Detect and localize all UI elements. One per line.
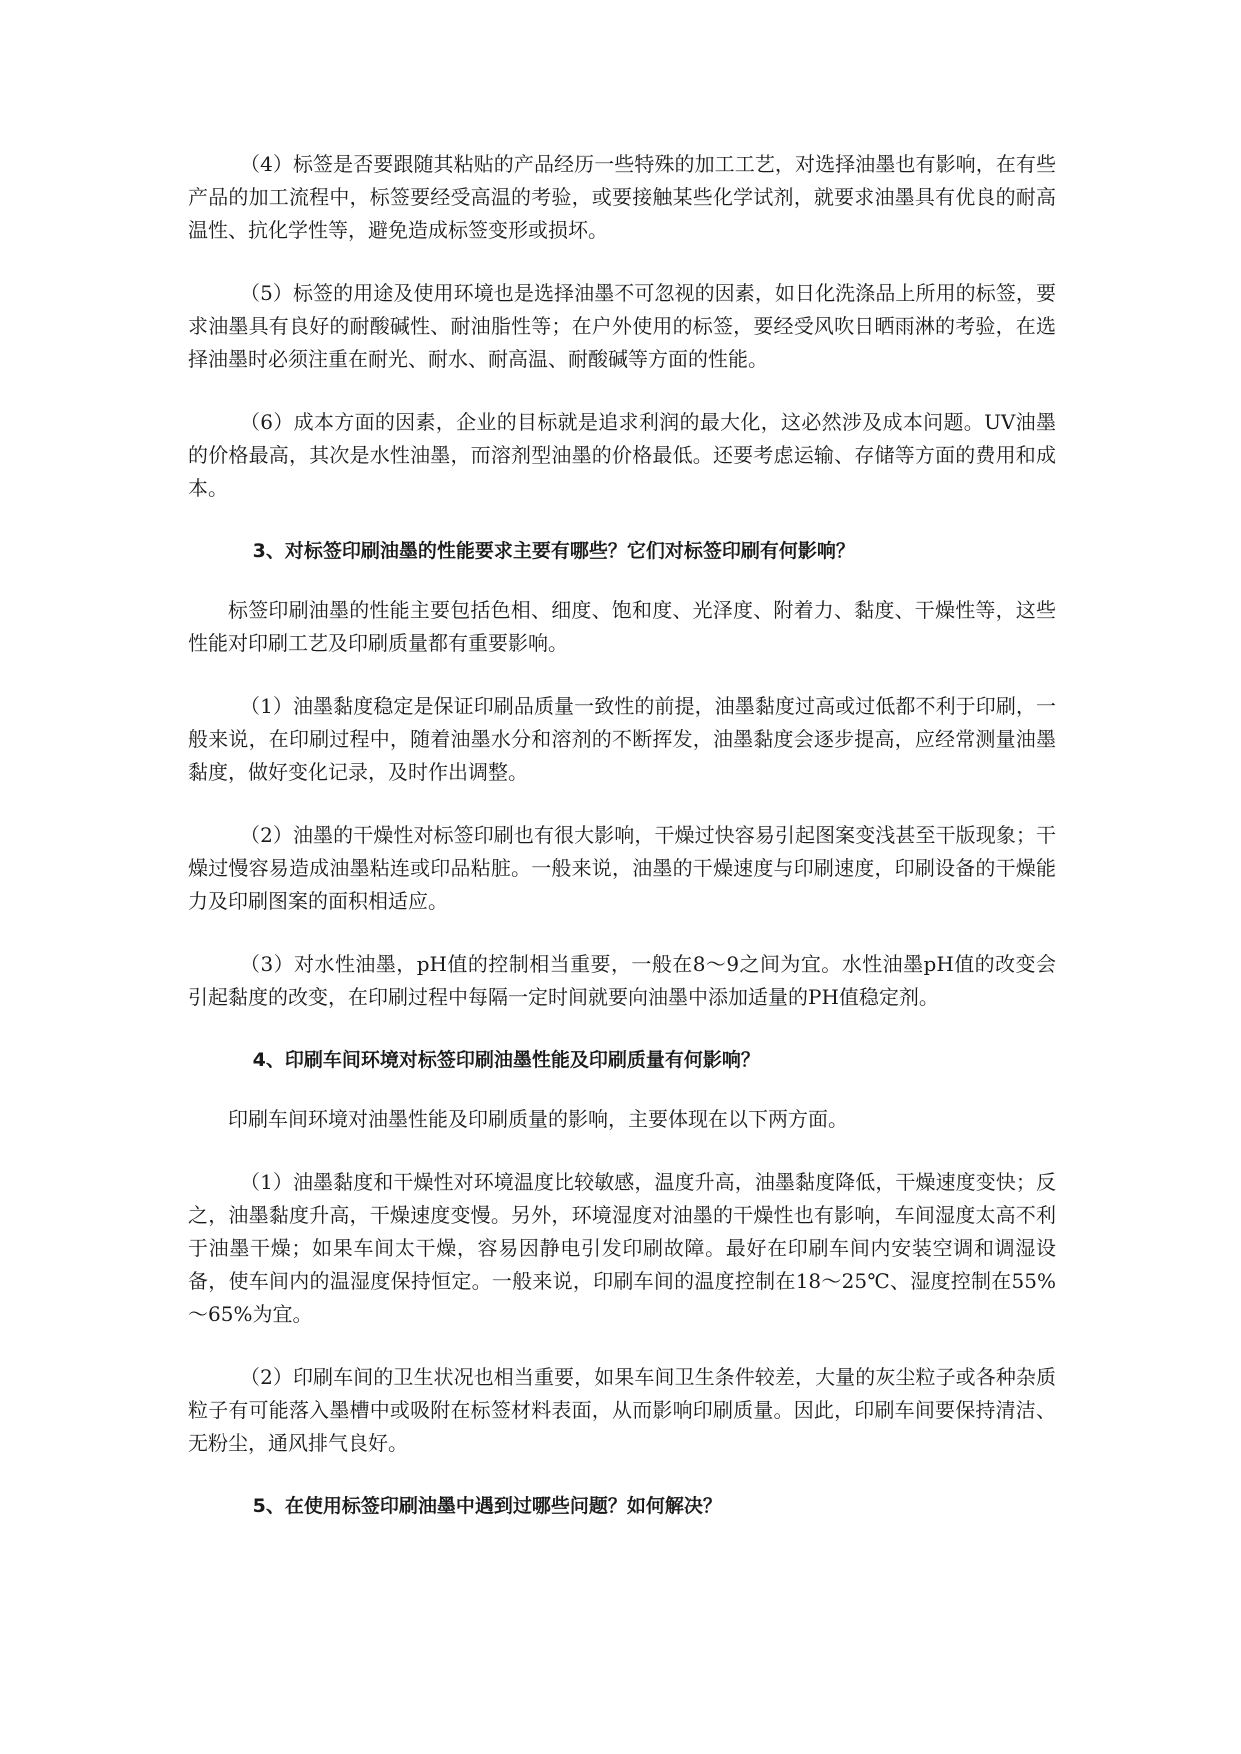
paragraph-gap <box>188 568 1056 594</box>
paragraph-1-viscosity: （1）油墨黏度稳定是保证印刷品质量一致性的前提，油墨黏度过高或过低都不利于印刷，一般来说，在印刷过程中，随着油墨水分和溶剂的不断挥发，油墨黏度会逐步提高，应经常测量油墨黏度，做好变化记录，及时作出调整。 <box>188 694 1056 784</box>
paragraph-gap <box>188 660 1056 690</box>
paragraph-5-label-usage: （5）标签的用途及使用环境也是选择油墨不可忽视的因素，如日化洗涤品上所用的标签，要求油墨具有良好的耐酸碱性、耐油脂性等；在户外使用的标签，要经受风吹日晒雨淋的考验，在选择油墨时必须注重在耐光、耐水、耐高温、耐酸碱等方面的性能。 <box>188 281 1056 371</box>
section-heading-3: 3、对标签印刷油墨的性能要求主要有哪些？它们对标签印刷有何影响？ <box>252 540 855 562</box>
paragraph-gap <box>188 505 1056 535</box>
paragraph-gap <box>188 1014 1056 1044</box>
section-heading-4: 4、印刷车间环境对标签印刷油墨性能及印刷质量有何影响？ <box>252 1049 760 1071</box>
paragraph-workshop-intro: 印刷车间环境对油墨性能及印刷质量的影响，主要体现在以下两方面。 <box>228 1107 848 1131</box>
paragraph-gap <box>188 1136 1056 1166</box>
paragraph-gap <box>188 1077 1056 1103</box>
paragraph-gap <box>188 1331 1056 1361</box>
paragraph-gap <box>188 789 1056 819</box>
paragraph-gap <box>188 1460 1056 1490</box>
paragraph-gap <box>188 918 1056 948</box>
paragraph-3-ph: （3）对水性油墨，pH值的控制相当重要，一般在8～9之间为宜。水性油墨pH值的改变会引起黏度的改变，在印刷过程中每隔一定时间就要向油墨中添加适量的PH值稳定剂。 <box>188 952 1056 1009</box>
paragraph-2-drying: （2）油墨的干燥性对标签印刷也有很大影响，干燥过快容易引起图案变浅甚至干版现象；干燥过慢容易造成油墨粘连或印品粘脏。一般来说，油墨的干燥速度与印刷速度，印刷设备的干燥能力及印刷图案的面积相适应。 <box>188 823 1056 913</box>
paragraph-gap <box>188 376 1056 406</box>
paragraph-2-hygiene: （2）印刷车间的卫生状况也相当重要，如果车间卫生条件较差，大量的灰尘粒子或各种杂质粒子有可能落入墨槽中或吸附在标签材料表面，从而影响印刷质量。因此，印刷车间要保持清洁、无粉尘，通风排气良好。 <box>188 1365 1056 1455</box>
paragraph-1-temperature-humidity: （1）油墨黏度和干燥性对环境温度比较敏感，温度升高，油墨黏度降低，干燥速度变快；反之，油墨黏度升高，干燥速度变慢。另外，环境湿度对油墨的干燥性也有影响，车间湿度太高不利于油墨干燥；如果车间太干燥，容易因静电引发印刷故障。最好在印刷车间内安装空调和调湿设备，使车间内的温湿度保持恒定。一般来说，印刷车间的温度控制在18～25℃、湿度控制在55%～65%为宜。 <box>188 1170 1056 1326</box>
paragraph-4-label-process: （4）标签是否要跟随其粘贴的产品经历一些特殊的加工工艺，对选择油墨也有影响，在有些产品的加工流程中，标签要经受高温的考验，或要接触某些化学试剂，就要求油墨具有优良的耐高温性、抗化学性等，避免造成标签变形或损坏。 <box>188 152 1056 242</box>
paragraph-ink-performance-intro: 标签印刷油墨的性能主要包括色相、细度、饱和度、光泽度、附着力、黏度、干燥性等，这些性能对印刷工艺及印刷质量都有重要影响。 <box>188 598 1056 655</box>
paragraph-gap <box>188 247 1056 277</box>
paragraph-6-cost: （6）成本方面的因素，企业的目标就是追求利润的最大化，这必然涉及成本问题。UV油墨的价格最高，其次是水性油墨，而溶剂型油墨的价格最低。还要考虑运输、存储等方面的费用和成本。 <box>188 410 1056 500</box>
section-heading-5: 5、在使用标签印刷油墨中遇到过哪些问题？如何解决？ <box>252 1495 722 1517</box>
document-page <box>188 148 1056 1523</box>
